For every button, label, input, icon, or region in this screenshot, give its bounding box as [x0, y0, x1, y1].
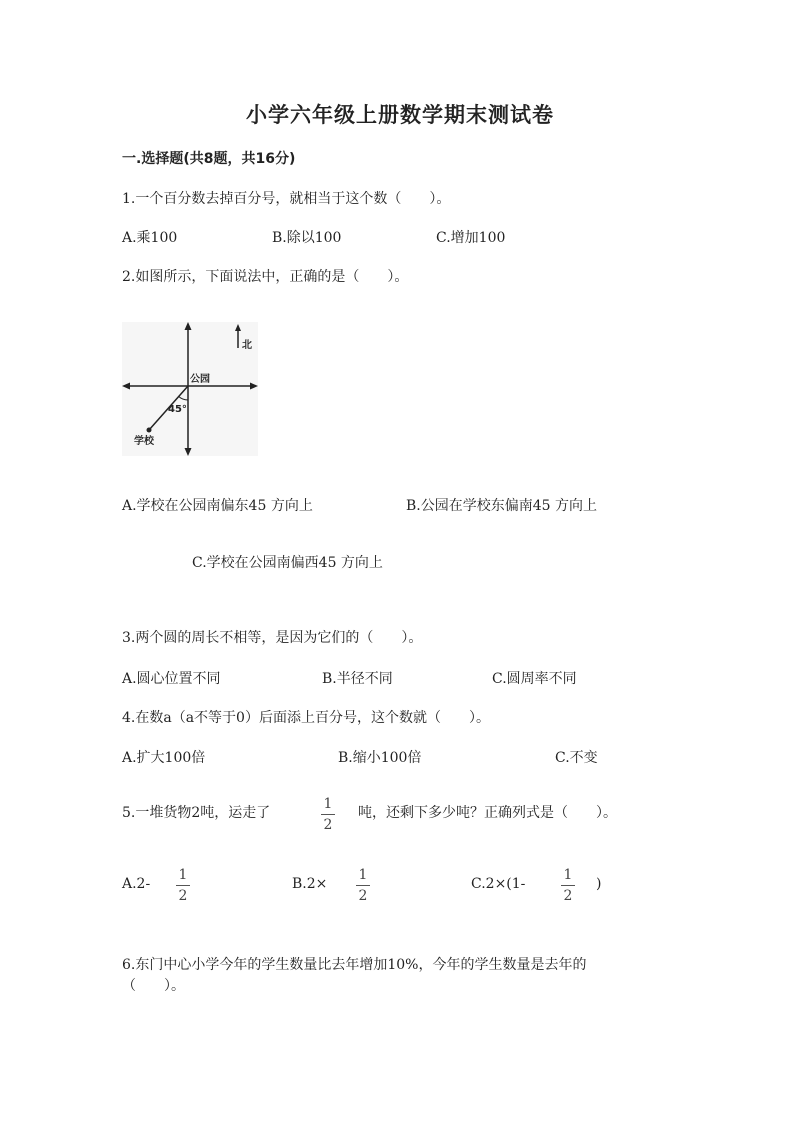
question-3-stem: 3.两个圆的周长不相等，是因为它们的（ ）。	[122, 630, 423, 646]
question-2-option-a: A.学校在公园南偏东45 方向上	[122, 498, 313, 514]
angle-label: 45°	[168, 404, 187, 415]
north-arrow-icon	[235, 324, 241, 331]
horizontal-arrow-right-icon	[250, 383, 258, 390]
direction-diagram	[122, 322, 258, 456]
fraction-bar	[321, 814, 335, 815]
fraction-numerator: 1	[178, 867, 188, 883]
question-4-option-c: C.不变	[555, 750, 598, 766]
question-6-stem-line2: （ ）。	[122, 978, 185, 994]
question-3-option-a: A.圆心位置不同	[122, 671, 221, 687]
question-5-option-a: A.2-	[122, 876, 151, 892]
fraction-denominator: 2	[323, 817, 333, 833]
direction-diagram-svg	[122, 322, 258, 456]
question-5-stem-before: 5.一堆货物2吨，运走了	[122, 805, 271, 821]
question-5-option-b: B.2×	[292, 876, 328, 892]
fraction-denominator: 2	[358, 888, 368, 904]
question-1-option-a: A.乘100	[122, 230, 178, 246]
question-5-option-c-fraction	[561, 867, 575, 904]
fraction-numerator: 1	[358, 867, 368, 883]
question-4-option-a: A.扩大100倍	[122, 750, 206, 766]
horizontal-arrow-left-icon	[122, 383, 130, 390]
question-3-option-c: C.圆周率不同	[492, 671, 577, 687]
question-5-stem-fraction	[321, 796, 335, 833]
question-3-option-b: B.半径不同	[322, 671, 393, 687]
question-5-option-b-fraction	[356, 867, 370, 904]
question-1-stem: 1.一个百分数去掉百分号，就相当于这个数（ ）。	[122, 191, 451, 207]
fraction-bar	[561, 885, 575, 886]
question-5-stem-after: 吨，还剩下多少吨？正确列式是（ ）。	[358, 805, 617, 821]
question-5-option-c-close: )	[596, 876, 602, 892]
vertical-arrow-up-icon	[185, 322, 192, 330]
vertical-arrow-down-icon	[185, 448, 192, 456]
north-label: 北	[242, 340, 252, 351]
question-1-option-b: B.除以100	[272, 230, 342, 246]
fraction-bar	[176, 885, 190, 886]
fraction-denominator: 2	[563, 888, 573, 904]
question-2-stem: 2.如图所示，下面说法中，正确的是（ ）。	[122, 269, 409, 285]
question-2-option-c: C.学校在公园南偏西45 方向上	[192, 555, 383, 571]
question-2-option-b: B.公园在学校东偏南45 方向上	[406, 498, 598, 514]
question-5-option-a-fraction	[176, 867, 190, 904]
fraction-denominator: 2	[178, 888, 188, 904]
question-4-stem: 4.在数a（a不等于0）后面添上百分号，这个数就（ ）。	[122, 710, 490, 726]
fraction-bar	[356, 885, 370, 886]
section-heading: 一.选择题(共8题，共16分)	[122, 151, 296, 167]
page-title: 小学六年级上册数学期末测试卷	[246, 102, 554, 127]
fraction-numerator: 1	[563, 867, 573, 883]
question-1-option-c: C.增加100	[436, 230, 506, 246]
question-5-option-c: C.2×(1-	[471, 876, 526, 892]
angle-arc	[179, 397, 188, 401]
fraction-numerator: 1	[323, 796, 333, 812]
school-label: 学校	[134, 436, 154, 447]
question-6-stem-line1: 6.东门中心小学今年的学生数量比去年增加10%，今年的学生数量是去年的	[122, 957, 587, 973]
question-4-option-b: B.缩小100倍	[338, 750, 422, 766]
park-label: 公园	[190, 374, 210, 385]
school-point	[147, 428, 152, 433]
